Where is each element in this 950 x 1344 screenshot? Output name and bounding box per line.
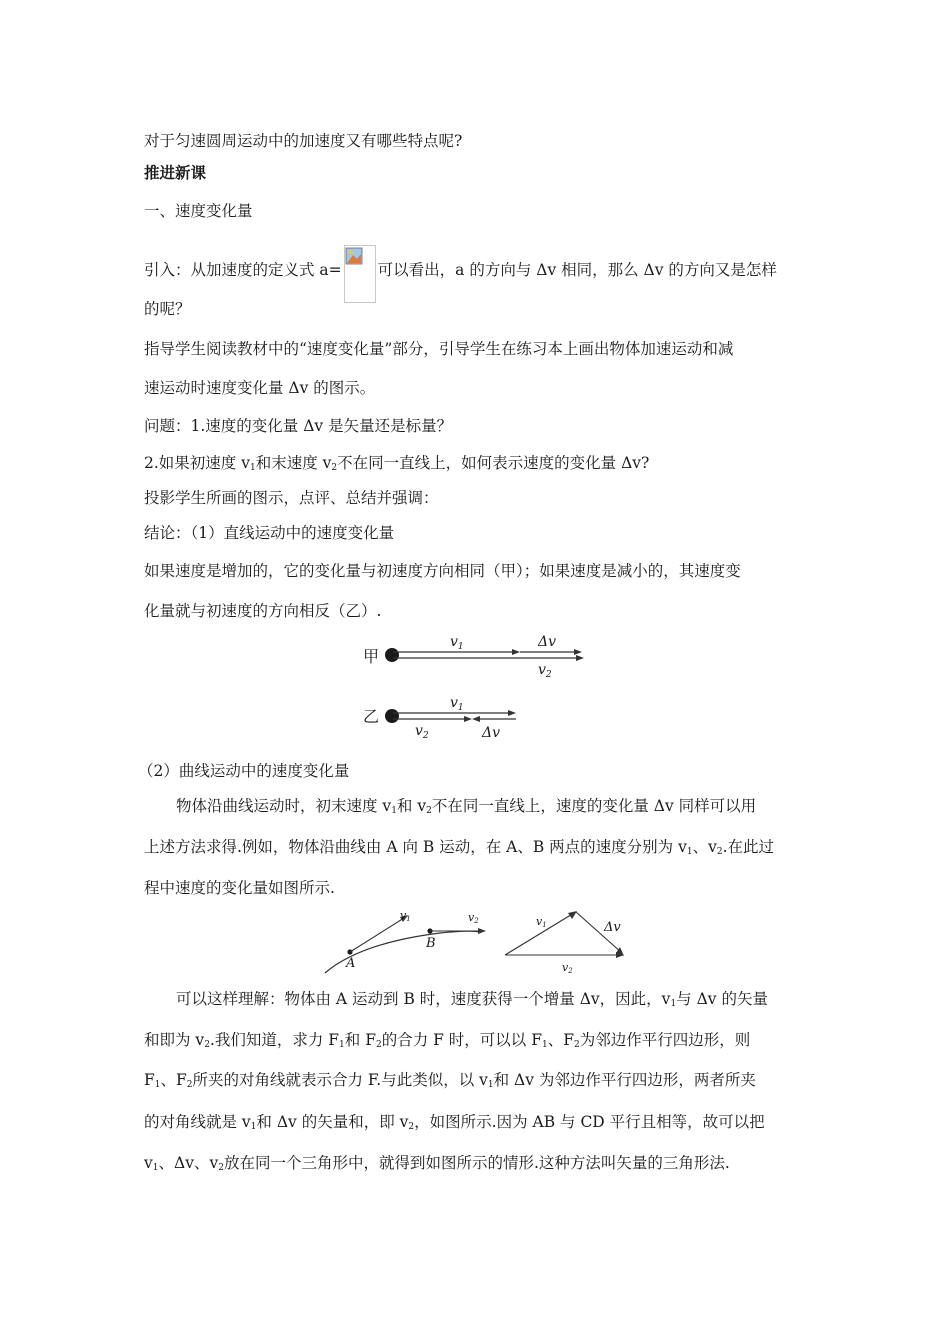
paragraph-2-line-1: 物体沿曲线运动时，初末速度 $v_1$和 $v_2$不在同一直线上，速度的变化量 Δv 同样可以用 [176,797,757,816]
object-dot-jia [385,648,399,662]
paragraph-1-line-1: 如果速度是增加的，它的变化量与初速度方向相同（甲）；如果速度是减小的，其速度变 [144,562,741,580]
guide-line-2: 速运动时速度变化量 Δv 的图示。 [144,379,376,397]
label-yi: 乙 [363,707,380,726]
guide-line-1: 指导学生阅读教材中的“速度变化量”部分，引导学生在练习本上画出物体加速运动和减 [144,340,734,358]
label-v1-yi: $v_1$ [450,695,464,713]
paragraph-3-line-4: 的对角线就是 $v_1$和 Δv 的矢量和，即 $v_2$，如图所示.因为 AB 与 CD 平行且相等，故可以把 [144,1113,765,1132]
paragraph-1-line-2: 化量就与初速度的方向相反（乙）. [144,602,382,620]
label-v2-curve: v2 [468,911,479,925]
label-A: A [346,956,356,971]
paragraph-3-line-2: 和即为 $v_2$.我们知道，求力 $F_1$和 $F_2$的合力 F 时，可以以 $F_1$、$F_2$为邻边作平行四边形，则 [144,1031,751,1050]
paragraph-2-line-3: 程中速度的变化量如图所示. [144,879,335,897]
intro-question: 对于匀速圆周运动中的加速度又有哪些特点呢? [144,132,463,150]
label-v2-jia: $v_2$ [538,662,552,680]
section-2-title: （2）曲线运动中的速度变化量 [138,762,350,780]
question-1: 问题：1.速度的变化量 Δv 是矢量还是标量？ [144,417,453,435]
v1-arrow-curve [350,918,404,952]
label-jia: 甲 [363,647,380,666]
label-v2-triangle: v2 [562,961,573,975]
projection-line: 投影学生所画的图示，点评、总结并强调： [144,489,439,507]
paragraph-3-line-1: 可以这样理解：物体由 A 运动到 B 时，速度获得一个增量 Δv，因此，$v_1$与 Δv 的矢量 [176,990,768,1009]
paragraph-3-line-5: $v_1$、Δv、$v_2$放在同一个三角形中，就得到如图所示的情形.这种方法叫矢量的三角形法. [144,1154,730,1173]
paragraph-3-line-3: $F_1$、$F_2$所夹的对角线就表示合力 F.与此类似，以 $v_1$和 Δv 为邻边作平行四边形，两者所夹 [144,1071,756,1090]
figure-straight-line-velocity [360,630,600,740]
label-v2-yi: $v_2$ [415,723,429,740]
intro-line [144,245,777,303]
paragraph-2-line-2: 上述方法求得.例如，物体沿曲线由 A 向 B 运动，在 A、B 两点的速度分别为 $v_1$、$v_2$.在此过 [144,838,775,857]
intro-text-b: 可以看出，a 的方向与 Δv 相同，那么 Δv 的方向又是怎样 [377,261,777,279]
label-B: B [426,936,436,951]
subsection-title: 一、速度变化量 [144,202,253,220]
question-2: 2.如果初速度 $v_1$和末速度 $v_2$不在同一直线上，如何表示速度的变化量 Δv? [144,454,650,473]
label-dv-jia: Δv [538,634,557,650]
formula-image-icon [344,245,376,303]
label-v1-triangle: v1 [536,915,547,929]
figure-curved-motion [320,905,640,977]
label-v1-jia: $v_1$ [450,634,464,652]
intro-line-end: 的呢？ [144,300,191,318]
label-dv-yi: Δv [482,725,501,740]
object-dot-yi [385,709,399,723]
conclusion-line: 结论：（1）直线运动中的速度变化量 [144,524,395,542]
intro-text-a: 引入：从加速度的定义式 a= [144,261,342,279]
label-dv-triangle: Δv [604,920,621,935]
label-v1-curve: v1 [400,909,411,923]
section-heading: 推进新课 [144,164,207,182]
